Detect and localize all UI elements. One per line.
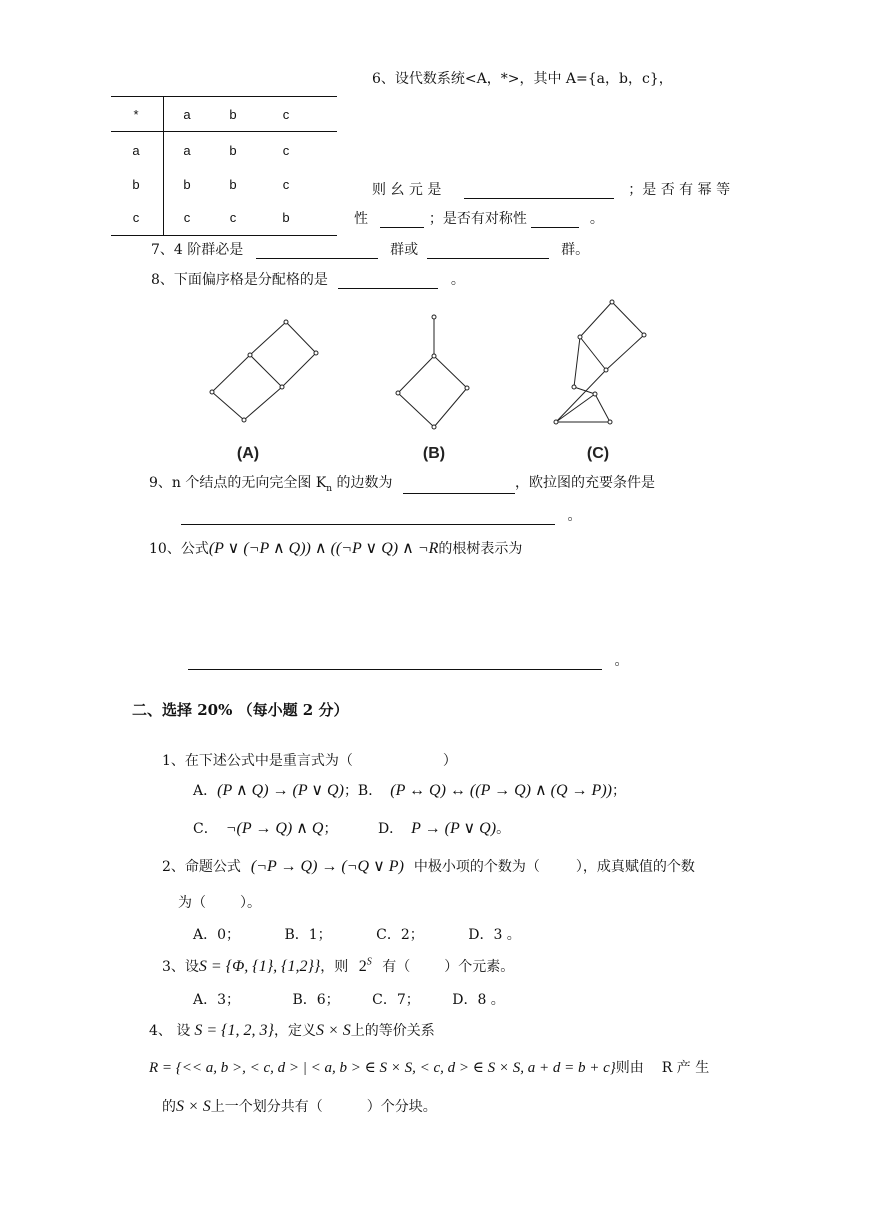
c4-sxs: S × S xyxy=(315,1022,351,1039)
q8-text: 8、下面偏序格是分配格的是 xyxy=(151,272,328,288)
q9-suffix: ，欧拉图的充要条件是 xyxy=(515,475,655,491)
table-cell: c xyxy=(282,177,290,192)
c4-prefix: 4、 设 xyxy=(149,1023,191,1039)
table-cell: c xyxy=(183,210,191,225)
c2-option: A．0； xyxy=(193,927,241,943)
c3-suffix2: ）个元素。 xyxy=(444,959,515,975)
table-header-cell: c xyxy=(282,107,290,122)
q9-end: 。 xyxy=(567,508,582,524)
table-header-cell: b xyxy=(229,107,237,122)
lattice-diagrams xyxy=(0,0,869,470)
c4-line3-mid: 上一个划分共有（ xyxy=(210,1099,323,1115)
q9-mid: 的边数为 xyxy=(332,475,393,491)
table-header-cell: a xyxy=(183,107,191,122)
c2-mid: 中极小项的个数为（ xyxy=(413,859,540,875)
c3-line xyxy=(162,956,514,976)
c1-options-cd xyxy=(193,818,510,838)
c2-option: C．2； xyxy=(376,927,424,943)
section-2-title: 二、选择 20% （每小题 2 分） xyxy=(132,701,349,719)
c1-stem-text: 1、在下述公式中是重言式为（ xyxy=(162,753,353,769)
table-cell: b xyxy=(282,210,290,225)
table-cell: c xyxy=(132,210,140,225)
c1-option-c: ¬(P → Q) ∧ Q xyxy=(225,820,324,837)
c1-options-ab xyxy=(193,780,626,800)
c2-formula: (¬P → Q) → (¬Q ∨ P) xyxy=(250,858,404,875)
c3-suffix: 有（ xyxy=(382,959,411,975)
q9-line-2 xyxy=(181,505,581,525)
lattice-c xyxy=(554,300,646,424)
q7-prefix: 7、4 阶群必是 xyxy=(151,242,244,258)
c3-prefix: 3、设 xyxy=(162,959,199,975)
c1-option-b: (P ↔ Q) ↔ ((P → Q) ∧ (Q → P)) xyxy=(390,782,612,799)
table-cell: a xyxy=(132,143,140,158)
lattice-label-c: (C) xyxy=(586,445,610,462)
q10-blank[interactable] xyxy=(188,655,602,670)
c1-option-d: P → (P ∨ Q) xyxy=(411,820,497,837)
c1-d-label: D． xyxy=(377,821,404,837)
c4-then: 则由 xyxy=(615,1060,644,1076)
c1-close: ） xyxy=(442,753,457,769)
c4-relation: R = {<< a, b >, < c, d > | < a, b > ∈ S × S, < c, d > ∈ S × S, a + d = b + c} xyxy=(149,1060,616,1076)
q7-suffix: 群。 xyxy=(561,242,590,258)
q10-answer-line xyxy=(188,650,628,670)
c3-option: C．7； xyxy=(372,992,420,1008)
q9-prefix: 9、n 个结点的无向完全图 K xyxy=(149,475,327,491)
c4-r: R 产 生 xyxy=(661,1060,710,1076)
q9-sub: n xyxy=(326,483,333,494)
c2-line2: 为（ xyxy=(178,895,206,911)
c4-line3-suffix: ）个分块。 xyxy=(366,1099,437,1115)
table-cell: c xyxy=(282,143,290,158)
q6-end: 。 xyxy=(589,211,604,227)
symmetry-text: ；是否有对称性 xyxy=(428,211,527,227)
c2-option: D．3 。 xyxy=(468,927,521,943)
c2-line2-end: ）。 xyxy=(240,895,261,911)
c4-partition-line xyxy=(162,1096,437,1116)
c4-line3-prefix: 的 xyxy=(162,1099,176,1115)
lattice-a xyxy=(210,320,318,422)
c4-line xyxy=(149,1020,435,1040)
q9-blank-euler[interactable] xyxy=(181,510,555,525)
c3-power: $2^S$ xyxy=(358,956,372,975)
c3-option: B．6； xyxy=(292,992,340,1008)
c3-formula: S = {Φ, {1}, {1,2}} xyxy=(198,958,321,975)
c1-sep3: ； xyxy=(323,821,338,837)
q10-prefix: 10、公式 xyxy=(149,541,209,557)
table-cell: b xyxy=(183,177,191,192)
c4-mid: ，定义 xyxy=(273,1023,316,1039)
table-cell: c xyxy=(229,210,237,225)
identity-prefix: 则 幺 元 是 xyxy=(372,182,442,198)
q10-end: 。 xyxy=(614,653,629,669)
lattice-label-b: (B) xyxy=(422,445,446,462)
c3-option: A．3； xyxy=(193,992,241,1008)
q8-end: 。 xyxy=(450,272,465,288)
q9-blank-edges[interactable] xyxy=(403,479,515,494)
table-header-cell: * xyxy=(133,107,139,122)
c3-option: D．8 。 xyxy=(452,992,505,1008)
lattice-label-a: (A) xyxy=(236,445,260,462)
c4-sxs-2: S × S xyxy=(176,1098,211,1115)
c1-c-label: C． xyxy=(193,821,218,837)
c3-mid: ，则 xyxy=(320,959,349,975)
c1-option-a: (P ∧ Q) → (P ∨ Q) xyxy=(217,782,344,799)
q6-stem: 6、设代数系统<A，*>，其中 A={a，b，c}， xyxy=(372,71,673,87)
c1-a-label: A． xyxy=(193,783,218,799)
q10-formula: (P ∨ (¬P ∧ Q)) ∧ ((¬P ∨ Q) ∧ ¬R xyxy=(208,540,439,557)
table-cell: b xyxy=(229,177,237,192)
c1-sep1: ；B． xyxy=(343,783,383,799)
c1-sep2: ； xyxy=(611,783,626,799)
c2-option: B．1； xyxy=(284,927,332,943)
c2-prefix: 2、命题公式 xyxy=(162,859,241,875)
c2-mid2: ），成真赋值的个数 xyxy=(575,859,695,875)
c1-stem xyxy=(162,750,457,770)
table-cell: b xyxy=(132,177,140,192)
table-cell: b xyxy=(229,143,237,158)
c4-set: S = {1, 2, 3} xyxy=(194,1022,274,1039)
lattice-b xyxy=(396,315,469,429)
idempotent-suffix: 性 xyxy=(354,211,368,227)
table-cell: a xyxy=(183,143,191,158)
idempotent-prefix: ；是 否 有 幂 等 xyxy=(628,182,731,198)
c3-options xyxy=(193,989,505,1009)
c2-line-2 xyxy=(178,892,261,912)
q7-mid: 群或 xyxy=(390,242,419,258)
c2-options xyxy=(193,924,521,944)
q10-suffix: 的根树表示为 xyxy=(438,541,523,557)
c4-relation-line xyxy=(149,1057,709,1077)
c2-line xyxy=(162,856,695,876)
c1-end: 。 xyxy=(496,821,511,837)
c4-mid2: 上的等价关系 xyxy=(350,1023,435,1039)
q9-line xyxy=(149,472,655,494)
q10-line xyxy=(149,538,522,558)
